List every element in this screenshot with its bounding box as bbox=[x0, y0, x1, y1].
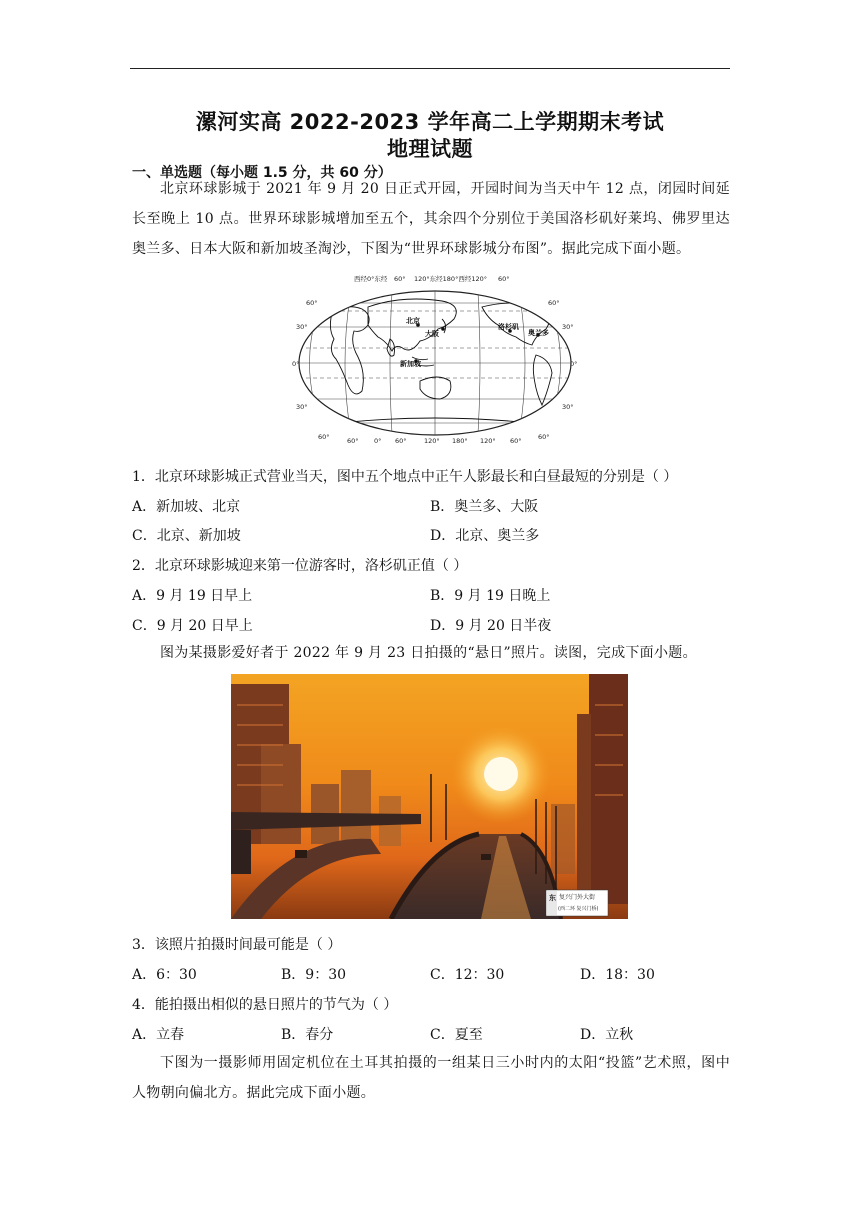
map-top-label: 120°东经180°西经120° bbox=[414, 275, 487, 283]
svg-text:30°: 30° bbox=[562, 403, 574, 411]
question-1-stem: 1．北京环球影城正式营业当天，图中五个地点中正午人影最长和白昼最短的分别是（ ） bbox=[132, 469, 678, 485]
question-1-option-c: C．北京、新加坡 bbox=[132, 528, 241, 544]
city-label-orlando: 奥兰多 bbox=[528, 329, 549, 337]
exam-title: 漯河实高 2022-2023 学年高二上学期期末考试 bbox=[195, 110, 665, 134]
question-4-option-c: C．夏至 bbox=[430, 1027, 483, 1043]
question-1-option-a: A．新加坡、北京 bbox=[132, 499, 241, 515]
road-sign-street: 复兴门外大街 bbox=[559, 894, 596, 901]
question-4-stem: 4．能拍摄出相似的悬日照片的节气为（ ） bbox=[132, 997, 398, 1013]
question-2-option-a: A．9 月 19 日早上 bbox=[132, 588, 253, 604]
question-4-option-b: B．春分 bbox=[281, 1027, 334, 1043]
hanging-sun-photo bbox=[231, 674, 628, 919]
passage-universal-studios: 北京环球影城于 2021 年 9 月 20 日正式开园，开园时间为当天中午 12 点，闭园时间延长至晚上 10 点。世界环球影城增加至五个，其余四个分别位于美国洛杉矶好莱坞、佛罗里达奥兰多、日本大阪和新加坡圣淘沙，下图为“世界环球影城分布图”。据此完成下面小题。 bbox=[132, 181, 730, 257]
svg-text:0°: 0° bbox=[374, 437, 382, 445]
question-1-option-b: B．奥兰多、大阪 bbox=[430, 499, 539, 515]
road-sign-east: 东 bbox=[549, 894, 556, 902]
svg-text:60°: 60° bbox=[347, 437, 359, 445]
map-top-label: 60° bbox=[498, 275, 510, 283]
svg-text:120°: 120° bbox=[480, 437, 496, 445]
question-2-option-c: C．9 月 20 日早上 bbox=[132, 618, 253, 634]
svg-text:30°: 30° bbox=[296, 403, 308, 411]
svg-text:120°: 120° bbox=[424, 437, 440, 445]
svg-text:60°: 60° bbox=[395, 437, 407, 445]
section-heading: 一、单选题（每小题 1.5 分，共 60 分） bbox=[132, 165, 392, 181]
question-2-option-d: D．9 月 20 日半夜 bbox=[430, 618, 552, 634]
svg-text:60°: 60° bbox=[548, 299, 560, 307]
exam-subtitle: 地理试题 bbox=[387, 137, 473, 161]
city-label-los-angeles: 洛杉矶 bbox=[498, 323, 519, 331]
city-label-osaka: 大阪 bbox=[425, 330, 439, 338]
svg-text:0°: 0° bbox=[570, 360, 578, 368]
question-4-option-d: D．立秋 bbox=[580, 1027, 634, 1043]
question-3-stem: 3．该照片拍摄时间最可能是（ ） bbox=[132, 937, 342, 953]
passage-hanging-sun: 图为某摄影爱好者于 2022 年 9 月 23 日拍摄的“悬日”照片。读图，完成下面小题。 bbox=[160, 645, 697, 661]
question-3-option-c: C．12：30 bbox=[430, 967, 505, 983]
road-sign-bridge: (西二环 复兴门桥) bbox=[558, 906, 599, 912]
svg-text:180°: 180° bbox=[452, 437, 468, 445]
city-label-singapore: 新加坡 bbox=[400, 360, 421, 368]
question-3-option-d: D．18：30 bbox=[580, 967, 655, 983]
map-top-label: 西经0°东经 bbox=[354, 275, 388, 283]
svg-text:60°: 60° bbox=[306, 299, 318, 307]
svg-text:0°: 0° bbox=[292, 360, 300, 368]
city-marker-osaka bbox=[441, 327, 445, 331]
question-4-option-a: A．立春 bbox=[132, 1027, 185, 1043]
question-1-option-d: D．北京、奥兰多 bbox=[430, 528, 540, 544]
svg-text:60°: 60° bbox=[510, 437, 522, 445]
svg-text:30°: 30° bbox=[562, 323, 574, 331]
question-2-option-b: B．9 月 19 日晚上 bbox=[430, 588, 551, 604]
question-2-stem: 2．北京环球影城迎来第一位游客时，洛杉矶正值（ ） bbox=[132, 558, 468, 574]
universal-studios-world-map bbox=[292, 273, 578, 445]
map-top-label: 60° bbox=[394, 275, 406, 283]
svg-text:30°: 30° bbox=[296, 323, 308, 331]
svg-text:60°: 60° bbox=[318, 433, 330, 441]
question-3-option-b: B．9：30 bbox=[281, 967, 347, 983]
passage-sun-basketball: 下图为一摄影师用固定机位在土耳其拍摄的一组某日三小时内的太阳“投篮”艺术照，图中人物朝向偏北方。据此完成下面小题。 bbox=[132, 1055, 730, 1101]
header-rule bbox=[130, 68, 730, 69]
city-label-beijing: 北京 bbox=[406, 317, 420, 325]
question-3-option-a: A．6：30 bbox=[132, 967, 197, 983]
svg-text:60°: 60° bbox=[538, 433, 550, 441]
